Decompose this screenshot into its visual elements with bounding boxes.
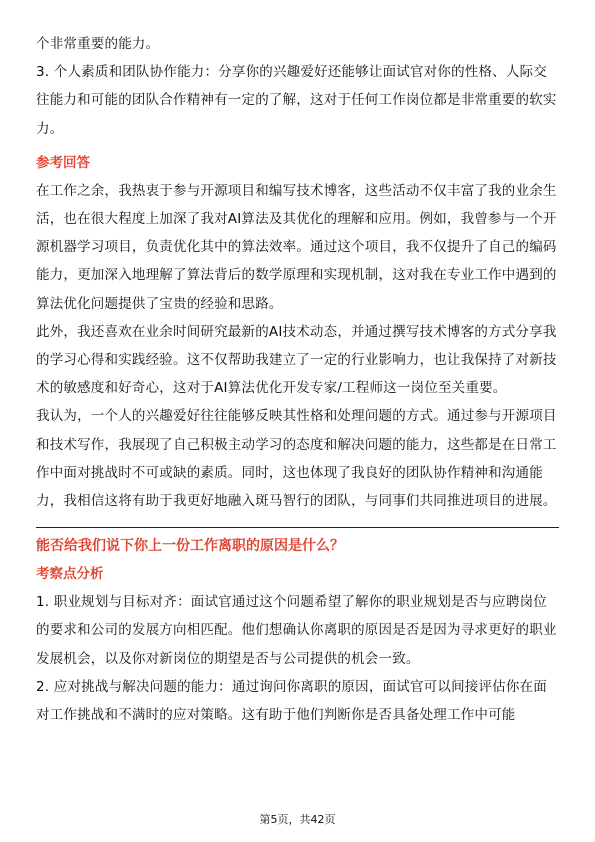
- analysis-item: 2. 应对挑战与解决问题的能力：通过询问你离职的原因，面试官可以间接评估你在面对工作挑战和不满时的应对策略。这有助于他们判断你是否具备处理工作中可能: [36, 678, 547, 724]
- answer-paragraph: 在工作之余，我热衷于参与开源项目和编写技术博客，这些活动不仅丰富了我的业余生活，也在很大程度上加深了我对AI算法及其优化的理解和应用。例如，我曾参与一个开源机器学习项目，负责优化其中的算法效率。通过这个项目，我不仅提升了自己的编码能力，更加深入地理解了算法背后的数学原理和实现机制，这对我在专业工作中遇到的算法优化问题提供了宝贵的经验和思路。: [36, 182, 557, 312]
- document-page: [36, 30, 559, 729]
- intro-continuation: 个非常重要的能力。: [36, 36, 160, 52]
- page-number: 第5页，共42页: [259, 813, 336, 826]
- intro-item-3: 3. 个人素质和团队协作能力：分享你的兴趣爱好还能够让面试官对你的性格、人际交往能力和可能的团队合作精神有一定的了解，这对于任何工作岗位都是非常重要的软实力。: [36, 64, 557, 137]
- answer-paragraph: 此外，我还喜欢在业余时间研究最新的AI技术动态，并通过撰写技术博客的方式分享我的学习心得和实践经验。这不仅帮助我建立了一定的行业影响力，也让我保持了对新技术的敏感度和好奇心，这对于AI算法优化开发专家/工程师这一岗位至关重要。: [36, 323, 557, 397]
- answer-heading: 参考回答: [36, 154, 90, 171]
- question-title: 能否给我们说下你上一份工作离职的原因是什么？: [36, 538, 344, 555]
- analysis-heading: 考察点分析: [36, 566, 104, 583]
- analysis-item: 1. 职业规划与目标对齐：面试官通过这个问题希望了解你的职业规划是否与应聘岗位的要求和公司的发展方向相匹配。他们想确认你离职的原因是否是因为寻求更好的职业发展机会，以及你对新岗位的期望是否与公司提供的机会一致。: [36, 594, 557, 667]
- section-divider: [36, 527, 559, 528]
- answer-paragraph: 我认为，一个人的兴趣爱好往往能够反映其性格和处理问题的方式。通过参与开源项目和技术写作，我展现了自己积极主动学习的态度和解决问题的能力，这些都是在日常工作中面对挑战时不可或缺的素质。同时，这也体现了我良好的团队协作精神和沟通能力，我相信这将有助于我更好地融入斑马智行的团队，与同事们共同推进项目的进展。: [36, 408, 557, 510]
